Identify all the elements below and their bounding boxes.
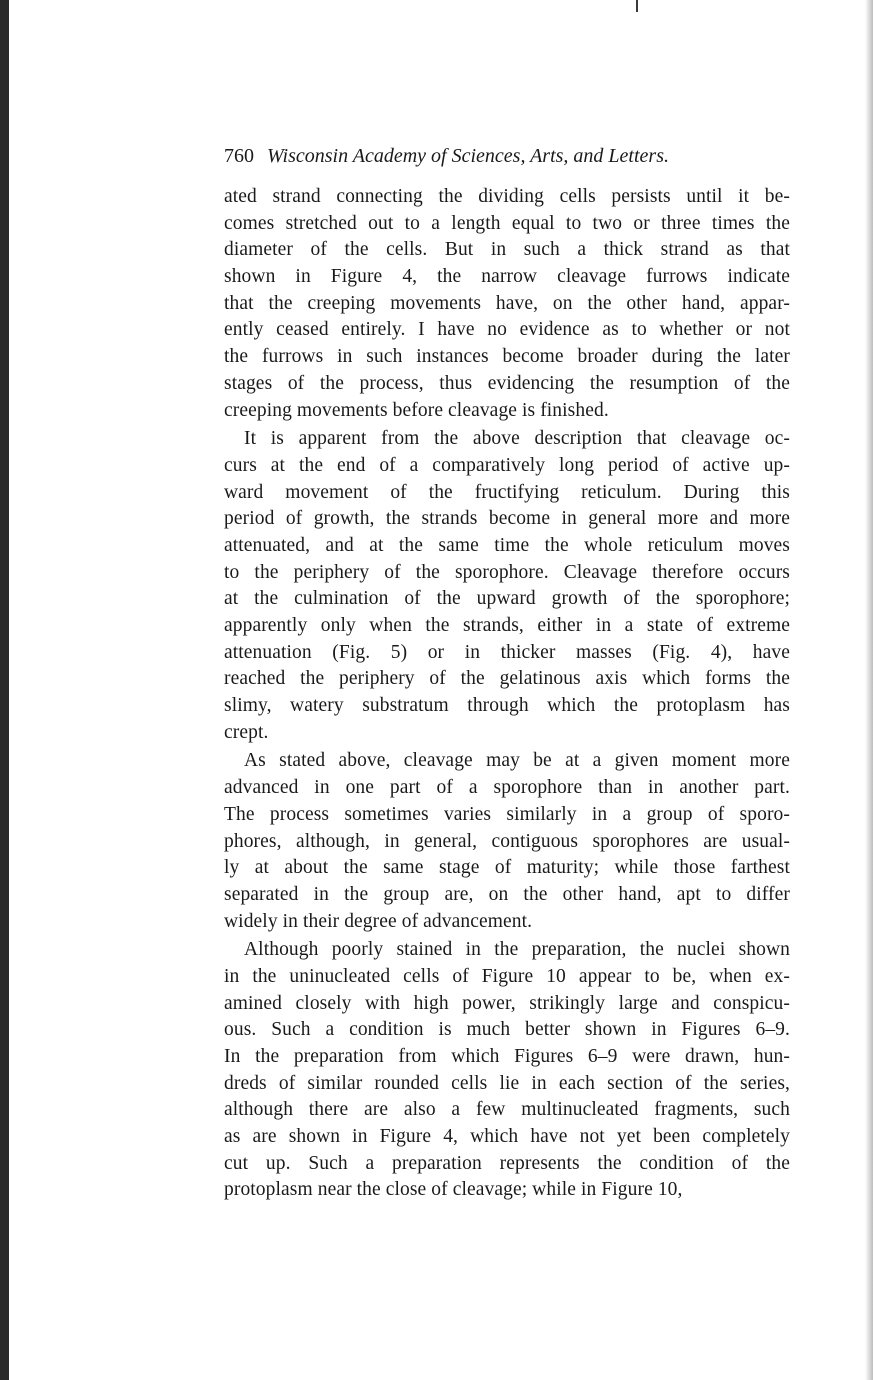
text-line: ly at about the same stage of maturity; while those farthest (224, 857, 790, 879)
running-header (224, 143, 790, 169)
text-line: It is apparent from the above description that cleavage oc- (244, 428, 790, 450)
text-line: The process sometimes varies similarly in a group of sporo- (224, 803, 790, 825)
paragraph (224, 937, 790, 1204)
running-title: Wisconsin Academy of Sciences, Arts, and Letters. (267, 145, 669, 167)
page-number: 760 (224, 145, 254, 167)
text-line: that the creeping movements have, on the other hand, appar- (224, 292, 790, 314)
text-line: Although poorly stained in the preparation, the nuclei shown (244, 939, 790, 961)
text-line: crept. (224, 721, 269, 743)
text-line: widely in their degree of advancement. (224, 910, 533, 932)
text-line: shown in Figure 4, the narrow cleavage furrows indicate (224, 266, 790, 288)
text-line: stages of the process, thus evidencing the resumption of the (224, 372, 790, 394)
text-line: advanced in one part of a sporophore than in another part. (224, 777, 790, 799)
text-line: creeping movements before cleavage is finished. (224, 399, 609, 421)
scan-binding-edge (0, 0, 9, 1380)
text-line: ward movement of the fructifying reticulum. During this (224, 481, 790, 503)
text-line: as are shown in Figure 4, which have not yet been completely (224, 1126, 790, 1148)
scan-page-edge (865, 0, 873, 1380)
text-line: phores, although, in general, contiguous sporophores are usual- (224, 830, 790, 852)
text-line: ated strand connecting the dividing cells persists until it be- (224, 186, 790, 207)
text-line: separated in the group are, on the other hand, apt to differ (224, 883, 790, 905)
text-line: period of growth, the strands become in general more and more (224, 508, 790, 530)
text-line: In the preparation from which Figures 6–9 were drawn, hun- (224, 1046, 790, 1067)
text-line: although there are also a few multinucleated fragments, such (224, 1099, 790, 1121)
text-line: in the uninucleated cells of Figure 10 appear to be, when ex- (224, 965, 790, 987)
text-line: curs at the end of a comparatively long period of active up- (224, 454, 790, 476)
text-line: attenuation (Fig. 5) or in thicker masses (Fig. 4), have (224, 641, 790, 663)
body-text (224, 184, 790, 1204)
text-line: the furrows in such instances become broader during the later (224, 346, 790, 368)
text-line: attenuated, and at the same time the whole reticulum moves (224, 534, 790, 556)
text-line: amined closely with high power, strikingly large and conspicu- (224, 992, 790, 1014)
text-line: apparently only when the strands, either in a state of extreme (224, 615, 790, 636)
text-line: As stated above, cleavage may be at a given moment more (244, 750, 790, 772)
text-line: at the culmination of the upward growth of the sporophore; (224, 588, 790, 610)
text-line: comes stretched out to a length equal to two or three times the (224, 212, 790, 234)
paragraph (224, 748, 790, 935)
text-line: ently ceased entirely. I have no evidence as to whether or not (224, 319, 790, 341)
text-line: slimy, watery substratum through which the protoplasm has (224, 695, 790, 717)
text-line: diameter of the cells. But in such a thick strand as that (224, 239, 790, 261)
text-line: cut up. Such a preparation represents the condition of the (224, 1152, 790, 1174)
scan-mark (636, 0, 638, 12)
text-line: dreds of similar rounded cells lie in each section of the series, (224, 1072, 790, 1094)
text-line: to the periphery of the sporophore. Cleavage therefore occurs (224, 561, 790, 583)
text-line: ous. Such a condition is much better shown in Figures 6–9. (224, 1019, 790, 1041)
text-line: protoplasm near the close of cleavage; while in Figure 10, (224, 1179, 683, 1201)
paragraph (224, 426, 790, 746)
text-line: reached the periphery of the gelatinous axis which forms the (224, 668, 790, 690)
paragraph (224, 184, 790, 424)
